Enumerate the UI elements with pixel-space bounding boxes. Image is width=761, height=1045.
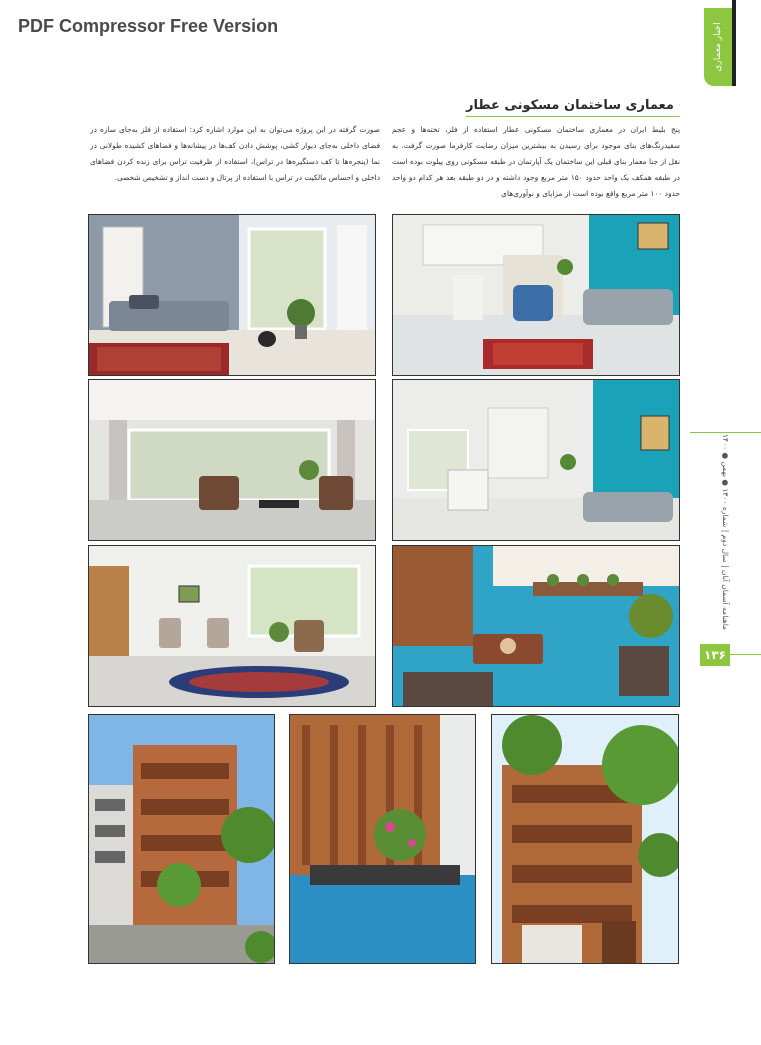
article-title-row <box>466 94 680 116</box>
article-title: معماری ساختمان مسکونی عطار <box>466 97 674 113</box>
photo-terrace-tiles <box>392 545 680 707</box>
photo-hall-armchairs <box>88 379 376 541</box>
photo-kitchen-wide <box>392 379 680 541</box>
issue-info: ماهنامه آسمان آبان | سال دوم | شماره ۱۳۰۰ ● بهمن ● ۱۴۰۰ <box>721 434 730 630</box>
title-underline <box>466 116 680 117</box>
watermark: PDF Compressor Free Version <box>18 16 279 36</box>
section-tab-bar <box>732 0 736 86</box>
page-number: ۱۳۶ <box>700 644 730 666</box>
section-tab-label: اخبار معماری <box>713 22 723 72</box>
photo-terrace-plants <box>289 714 476 964</box>
photo-facade-trees <box>491 714 679 964</box>
photo-living-room-cat <box>88 214 376 376</box>
section-tab <box>704 8 732 86</box>
building-icon <box>679 97 680 113</box>
photo-kitchen-blue-wall <box>392 214 680 376</box>
article-column-right: پنج بلیط ایران در معماری ساختمان مسکونی عطار استفاده از فلز، تخته‌ها و عجم سفیدرنگ‌های بنای موجود برای رسیدن به بیشترین میزان رضایت کارفرما صورت گرفت. به نقل از جنا معمار بنای قبلی این ساختمان یک آپارتمان در طبقه مسکونی روی پیلوت بوده است در طبقه همکف یک واحد حدود ۱۵۰ متر مربع وجود داشته و در دو طبقه بعد هر کدام دو واحد حدود ۱۰۰ متر مربع واقع بوده است از مزایای و نوآوری‌های <box>392 125 680 198</box>
margin-line-bottom <box>730 654 761 655</box>
photo-living-rug <box>88 545 376 707</box>
photo-facade-street <box>88 714 275 964</box>
article-column-left: صورت گرفته در این پروژه می‌توان به این موارد اشاره کرد: استفاده از فلز به‌جای سازه در فضای داخلی به‌جای دیوار کشی، پوشش دادن کف‌ها در پیشانه‌ها و فضاهای کشیده طولانی در نما (پنجره‌ها تا کف دستگیره‌ها در تراس)، استفاده از ظرفیت تراس برای زنده کردن فضاهای داخلی و احساس مالکیت در تراس با استفاده از پرتال و دست انداز و تشخیص شخصی. <box>90 125 380 182</box>
